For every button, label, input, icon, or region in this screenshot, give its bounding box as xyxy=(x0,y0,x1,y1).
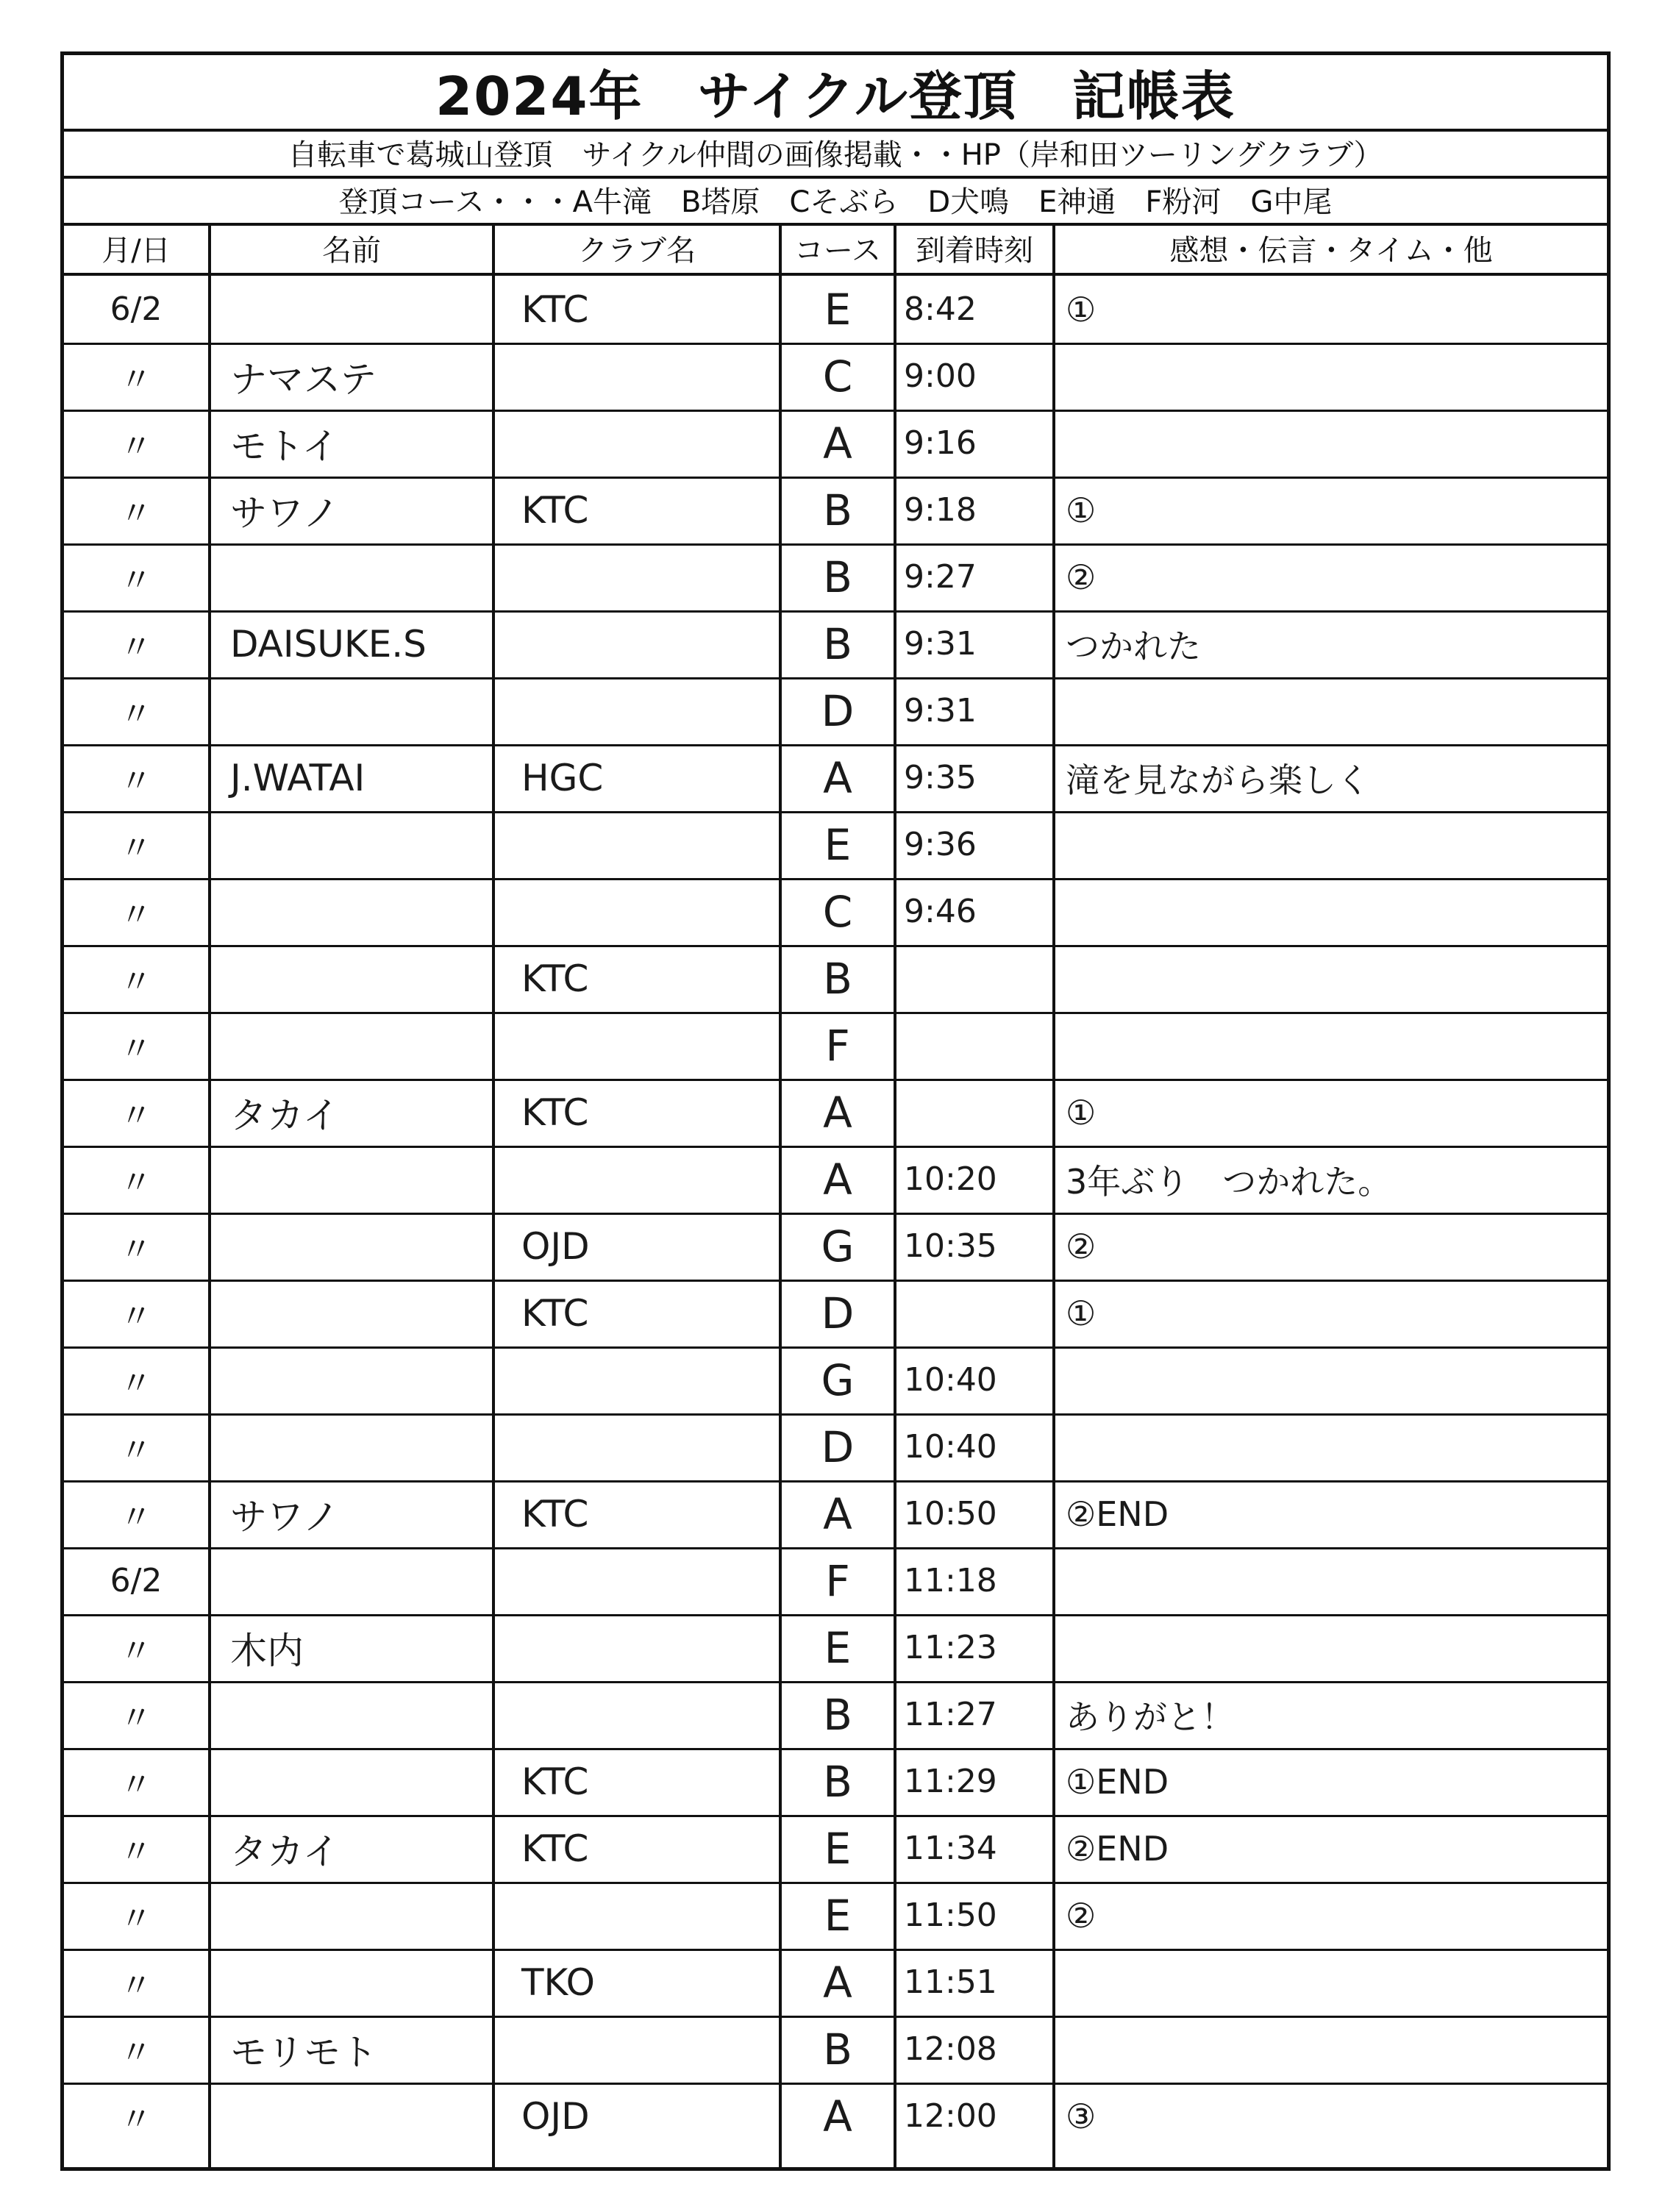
row-course: B xyxy=(823,485,852,535)
row-note xyxy=(1055,1949,1607,2016)
row-note xyxy=(1055,1346,1607,1413)
row-name: DAISUKE.S xyxy=(230,622,427,666)
row-note: ②END xyxy=(1066,1828,1169,1869)
row-date: 〃 xyxy=(120,1766,152,1804)
column-header-club: クラブ名 xyxy=(578,233,696,268)
row-course: A xyxy=(823,1087,852,1138)
row-name xyxy=(211,276,492,343)
row-name: タカイ xyxy=(230,1093,340,1137)
table-row xyxy=(64,610,1607,679)
row-note: ① xyxy=(1066,289,1097,329)
row-name xyxy=(211,1213,492,1280)
row-name: ナマステ xyxy=(230,357,377,401)
row-time: 11:34 xyxy=(904,1830,997,1867)
row-club xyxy=(495,878,779,945)
row-course: E xyxy=(824,1823,852,1874)
row-name xyxy=(211,878,492,945)
row-name xyxy=(211,1280,492,1346)
table-row xyxy=(64,1480,1607,1549)
row-date: 〃 xyxy=(120,1632,152,1670)
row-club: KTC xyxy=(521,957,589,1000)
row-course: B xyxy=(823,1756,852,1807)
course-legend: 登頂コース・・・A牛滝 B塔原 Cそぶら D犬鳴 E神通 F粉河 G中尾 xyxy=(64,176,1607,226)
table-row xyxy=(64,1748,1607,1817)
row-course: E xyxy=(824,1890,852,1941)
row-note: ① xyxy=(1066,490,1097,530)
row-time xyxy=(896,1280,1052,1346)
column-header-row xyxy=(64,223,1607,276)
row-course: C xyxy=(822,886,853,937)
row-time: 11:27 xyxy=(904,1696,997,1733)
row-date: 〃 xyxy=(120,1699,152,1737)
row-note xyxy=(1055,2016,1607,2083)
row-time xyxy=(896,1079,1052,1146)
row-time: 10:35 xyxy=(904,1227,997,1265)
table-row xyxy=(64,878,1607,947)
row-date: 〃 xyxy=(120,427,152,465)
row-club: KTC xyxy=(521,1091,589,1134)
row-name xyxy=(211,1413,492,1480)
row-club xyxy=(495,543,779,610)
row-time: 8:42 xyxy=(904,290,977,328)
row-note: ② xyxy=(1066,1226,1097,1266)
row-time: 11:18 xyxy=(904,1562,997,1599)
row-date: 〃 xyxy=(120,1030,152,1068)
row-course: C xyxy=(822,351,853,402)
row-time: 9:16 xyxy=(904,424,977,462)
row-time: 12:08 xyxy=(904,2030,997,2068)
row-club xyxy=(495,1012,779,1079)
row-name xyxy=(211,543,492,610)
row-club: KTC xyxy=(521,288,589,331)
row-note: ありがと！ xyxy=(1066,1697,1235,1737)
row-name: タカイ xyxy=(230,1830,340,1873)
row-course: E xyxy=(824,819,852,870)
table-row xyxy=(64,1346,1607,1416)
row-name xyxy=(211,1882,492,1949)
row-date: 〃 xyxy=(120,1431,152,1469)
row-date: 〃 xyxy=(120,1966,152,2005)
row-course: B xyxy=(823,552,852,602)
row-date: 〃 xyxy=(120,2100,152,2138)
row-club: OJD xyxy=(521,1224,590,1268)
row-club xyxy=(495,1614,779,1681)
row-note xyxy=(1055,677,1607,744)
row-name: サワノ xyxy=(230,1495,340,1538)
row-time: 10:20 xyxy=(904,1160,997,1198)
table-row xyxy=(64,477,1607,546)
row-time: 9:31 xyxy=(904,625,977,663)
row-course: B xyxy=(823,953,852,1004)
row-course: G xyxy=(821,1355,855,1405)
row-course: A xyxy=(823,418,852,468)
row-name xyxy=(211,811,492,878)
sheet-title: 2024年 サイクル登頂 記帳表 xyxy=(64,55,1607,132)
row-course: A xyxy=(823,752,852,803)
row-time xyxy=(896,1012,1052,1079)
table-row xyxy=(64,1547,1607,1616)
row-note: ② xyxy=(1066,1895,1097,1936)
row-club xyxy=(495,1547,779,1614)
row-name xyxy=(211,945,492,1012)
table-row xyxy=(64,276,1607,345)
table-row xyxy=(64,1213,1607,1282)
row-date: 〃 xyxy=(120,1498,152,1536)
row-name xyxy=(211,1681,492,1748)
row-time: 9:35 xyxy=(904,759,977,796)
table-row xyxy=(64,1949,1607,2018)
row-date: 6/2 xyxy=(110,290,163,328)
row-club xyxy=(495,1346,779,1413)
row-name: J.WATAI xyxy=(230,756,366,799)
row-course: B xyxy=(823,2024,852,2074)
row-date: 〃 xyxy=(120,1230,152,1269)
row-course: G xyxy=(821,1221,855,1271)
table-row xyxy=(64,1280,1607,1349)
row-name xyxy=(211,1547,492,1614)
row-name: モリモト xyxy=(230,2030,377,2074)
row-club: KTC xyxy=(521,1492,589,1535)
row-time: 11:29 xyxy=(904,1763,997,1800)
row-course: D xyxy=(821,1421,855,1472)
row-note: ① xyxy=(1066,1293,1097,1333)
row-note xyxy=(1055,1012,1607,1079)
row-name xyxy=(211,677,492,744)
row-club: KTC xyxy=(521,1291,589,1335)
table-row xyxy=(64,1681,1607,1750)
sheet-subtitle: 自転車で葛城山登頂 サイクル仲間の画像掲載・・HP（岸和田ツーリングクラブ） xyxy=(64,129,1607,179)
row-club: KTC xyxy=(521,488,589,532)
row-date: 〃 xyxy=(120,1364,152,1402)
row-club: KTC xyxy=(521,1827,589,1870)
row-date: 〃 xyxy=(120,829,152,867)
row-course: A xyxy=(823,1488,852,1539)
row-name: 木内 xyxy=(230,1629,304,1672)
row-note: ② xyxy=(1066,557,1097,597)
row-club xyxy=(495,2016,779,2083)
row-note xyxy=(1055,945,1607,1012)
row-name xyxy=(211,2083,492,2149)
row-course: D xyxy=(821,1288,855,1338)
table-row xyxy=(64,2083,1607,2149)
row-time: 9:18 xyxy=(904,491,977,529)
row-date: 〃 xyxy=(120,494,152,532)
table-row xyxy=(64,1079,1607,1148)
table-row xyxy=(64,543,1607,613)
row-date: 〃 xyxy=(120,896,152,934)
table-row xyxy=(64,744,1607,813)
column-header-note: 感想・伝言・タイム・他 xyxy=(1169,233,1493,268)
table-row xyxy=(64,1012,1607,1081)
row-time xyxy=(896,945,1052,1012)
column-header-date: 月/日 xyxy=(101,233,171,268)
row-time: 9:46 xyxy=(904,893,977,930)
row-time: 9:31 xyxy=(904,692,977,729)
row-date: 〃 xyxy=(120,1163,152,1202)
row-course: E xyxy=(824,284,852,335)
table-row xyxy=(64,811,1607,880)
row-date: 〃 xyxy=(120,628,152,666)
row-time: 9:36 xyxy=(904,826,977,863)
table-row xyxy=(64,1882,1607,1951)
row-course: B xyxy=(823,618,852,669)
row-time: 10:40 xyxy=(904,1361,997,1399)
table-row xyxy=(64,677,1607,746)
row-time: 11:51 xyxy=(904,1963,997,2001)
row-date: 〃 xyxy=(120,963,152,1001)
row-course: E xyxy=(824,1622,852,1673)
row-time: 12:00 xyxy=(904,2097,997,2135)
row-note: つかれた xyxy=(1066,626,1201,666)
row-note: ③ xyxy=(1066,2096,1097,2136)
column-header-course: コース xyxy=(794,233,881,268)
row-time: 10:50 xyxy=(904,1495,997,1533)
row-note xyxy=(1055,343,1607,410)
row-name: サワノ xyxy=(230,491,340,535)
row-date: 〃 xyxy=(120,2033,152,2072)
row-name xyxy=(211,1346,492,1413)
row-note: 滝を見ながら楽しく xyxy=(1066,760,1370,800)
row-club xyxy=(495,610,779,677)
row-time: 9:27 xyxy=(904,558,977,596)
row-note: ②END xyxy=(1066,1494,1169,1534)
row-note xyxy=(1055,410,1607,477)
log-sheet xyxy=(60,51,1611,2171)
row-note xyxy=(1055,878,1607,945)
row-club xyxy=(495,1146,779,1213)
row-date: 〃 xyxy=(120,360,152,399)
row-date: 〃 xyxy=(120,1096,152,1135)
table-row xyxy=(64,410,1607,479)
row-club xyxy=(495,811,779,878)
row-note: 3年ぶり つかれた。 xyxy=(1066,1161,1392,1202)
table-row xyxy=(64,1413,1607,1483)
table-row xyxy=(64,945,1607,1014)
row-course: A xyxy=(823,1154,852,1205)
row-club: TKO xyxy=(521,1961,595,2004)
row-club: HGC xyxy=(521,756,604,799)
table-row xyxy=(64,1815,1607,1884)
row-name xyxy=(211,1012,492,1079)
row-time: 9:00 xyxy=(904,357,977,395)
row-note: ① xyxy=(1066,1092,1097,1132)
row-date: 〃 xyxy=(120,762,152,800)
row-club xyxy=(495,1681,779,1748)
row-name xyxy=(211,1949,492,2016)
row-note xyxy=(1055,1547,1607,1614)
table-row xyxy=(64,343,1607,412)
table-row xyxy=(64,2016,1607,2085)
row-course: A xyxy=(823,1957,852,2008)
row-course: A xyxy=(823,2091,852,2141)
row-course: F xyxy=(825,1555,850,1606)
row-time: 11:50 xyxy=(904,1897,997,1934)
row-note: ①END xyxy=(1066,1761,1169,1802)
row-club: OJD xyxy=(521,2094,590,2138)
row-name xyxy=(211,1146,492,1213)
row-club xyxy=(495,1882,779,1949)
row-club xyxy=(495,1413,779,1480)
row-course: D xyxy=(821,685,855,736)
row-course: B xyxy=(823,1689,852,1740)
row-club xyxy=(495,343,779,410)
row-name: モトイ xyxy=(230,424,339,468)
row-course: F xyxy=(825,1020,850,1071)
row-name xyxy=(211,1748,492,1815)
row-date: 〃 xyxy=(120,695,152,733)
row-note xyxy=(1055,1614,1607,1681)
row-date: 〃 xyxy=(120,1833,152,1871)
row-date: 6/2 xyxy=(110,1562,163,1599)
row-note xyxy=(1055,1413,1607,1480)
row-date: 〃 xyxy=(120,1297,152,1335)
column-header-name: 名前 xyxy=(322,233,381,268)
table-row xyxy=(64,1146,1607,1215)
row-club xyxy=(495,677,779,744)
row-time: 10:40 xyxy=(904,1428,997,1466)
row-club xyxy=(495,410,779,477)
table-row xyxy=(64,1614,1607,1683)
row-date: 〃 xyxy=(120,561,152,599)
row-time: 11:23 xyxy=(904,1629,997,1666)
row-date: 〃 xyxy=(120,1899,152,1938)
column-header-time: 到着時刻 xyxy=(916,233,1033,268)
row-note xyxy=(1055,811,1607,878)
row-club: KTC xyxy=(521,1760,589,1803)
